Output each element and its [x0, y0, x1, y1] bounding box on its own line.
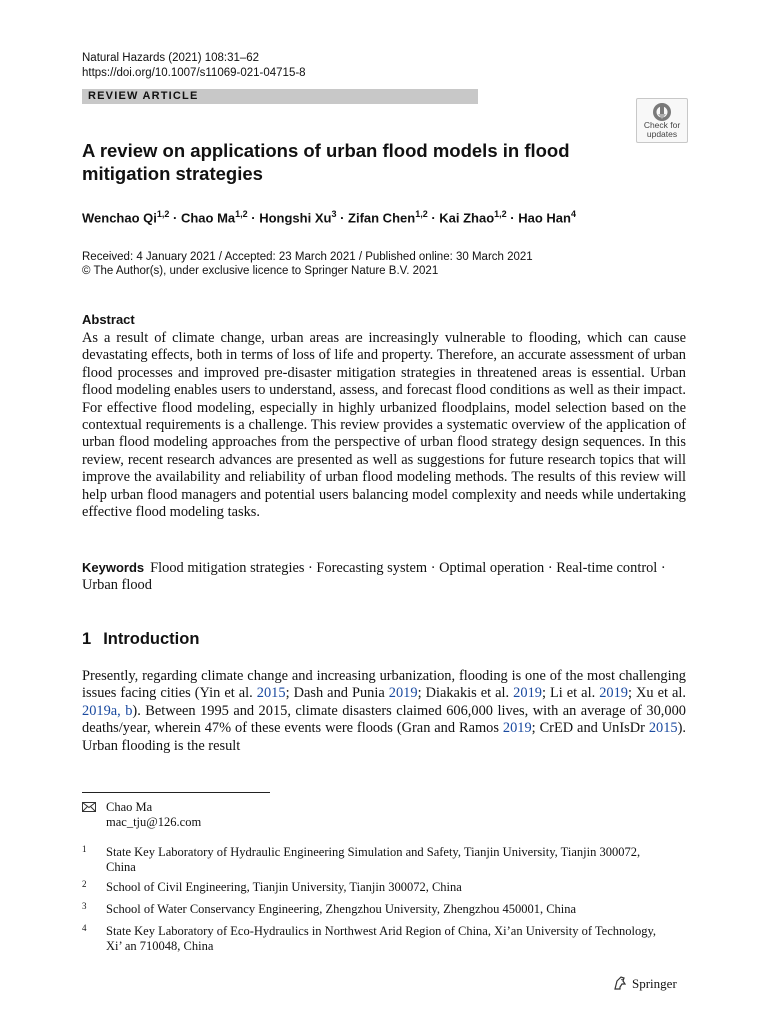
keywords-label: Keywords	[82, 560, 145, 575]
springer-horse-icon	[612, 975, 628, 991]
section-heading-introduction	[82, 630, 199, 649]
citation-link[interactable]: 2015	[256, 685, 286, 702]
keywords-text: Flood mitigation strategies · Forecasting system · Optimal operation · Real-time control · Urban flood	[82, 560, 666, 594]
affiliation-number: 4	[82, 923, 87, 933]
abstract-text: As a result of climate change, urban areas are increasingly vulnerable to flooding, which can cause devastating effects, both in terms of loss of life and property. Therefore, an accurate assessment of urban flood processes and improved pre-disaster mitigation strategies in threatened areas is essential. Urban flood modeling enables users to understand, assess, and forecast flood conditions as well as their impact. For effective flood modeling, especially in highly urbanized floodplains, model selection based on the contextual requirements is a challenge. This review provides a systematic overview of the application of urban flood modeling approaches from the perspective of urban flood strategy design sequences. In this review, recent research advances are presented as well as suggestions for future research topics that will improve the availability and reliability of urban flood modeling methods. The results of this review will help urban flood managers and potential users balancing model complexity and needs while undertaking effective flood modeling tasks.	[82, 330, 686, 521]
check-updates-icon	[649, 102, 675, 122]
author-name[interactable]: Kai Zhao	[439, 210, 495, 226]
affiliation-text: School of Water Conservancy Engineering, Zhengzhou University, Zhengzhou 450001, China	[106, 902, 577, 916]
article-title: A review on applications of urban flood models in flood mitigation strategies	[82, 140, 570, 184]
author-affiliation: 1,2	[235, 209, 248, 219]
author-name[interactable]: Hao Han	[518, 210, 571, 226]
doi-link[interactable]: https://doi.org/10.1007/s11069-021-04715-8	[82, 67, 306, 79]
author-affiliation: 3	[331, 209, 337, 219]
affiliation-text: State Key Laboratory of Eco-Hydraulics in Northwest Arid Region of China, Xi’an University of Technology, Xi’ an 710048, China	[106, 924, 657, 953]
section-title: Introduction	[103, 630, 200, 648]
author-name[interactable]: Chao Ma	[180, 210, 236, 226]
citation-link[interactable]: 2019a, b	[82, 702, 133, 719]
author-list: Wenchao Qi$^{1,2}$ · Chao Ma$^{1,2}$ · Hongshi $Xu^3$ · Zifan Chen$^{1,2}$ · Kai Zhao$^{1,2}$ · Hao Han$^4$	[82, 209, 576, 226]
affiliation-text: School of Civil Engineering, Tianjin University, Tianjin 300072, China	[106, 880, 462, 894]
citation-link[interactable]: 2019	[388, 685, 418, 702]
author-name[interactable]: Wenchao Qi	[82, 210, 157, 226]
article-type-bar	[82, 89, 478, 104]
corresponding-author-name: Chao Ma	[106, 800, 153, 814]
affiliation-number: 1	[82, 844, 87, 854]
citation-link[interactable]: 2019	[599, 685, 628, 702]
affiliation-text: State Key Laboratory of Hydraulic Engineering Simulation and Safety, Tianjin University, Tianjin 300072, China	[106, 845, 641, 874]
introduction-paragraph: Presently, regarding climate change and increasing urbanization, flooding is one of the most challenging issues facing cities (Yin et al. 2015; Dash and Punia 2019; Diakakis et al. 2019; Li et al. 2019; Xu et al. 2019a, b). Between 1995 and 2015, climate disasters claimed 606,000 lives, with an average of 30,000 deaths/year, wherein 47% of these events were floods (Gran and Ramos 2019; CrED and UnIsDr 2015). Urban flooding is the result	[82, 668, 686, 754]
citation-link[interactable]: 2015	[648, 720, 678, 737]
footnote-divider	[82, 792, 270, 793]
keywords	[82, 559, 686, 595]
journal-citation	[82, 51, 306, 81]
check-for-updates-badge[interactable]	[636, 98, 688, 143]
journal-line: Natural Hazards (2021) 108:31–62	[82, 52, 260, 64]
affiliation-number: 3	[82, 901, 87, 911]
envelope-icon	[82, 802, 96, 812]
affiliation-number: 2	[82, 879, 87, 889]
citation-link[interactable]: 2019	[513, 685, 542, 702]
citation-link[interactable]: 2019	[502, 720, 532, 737]
publisher-name: Springer	[632, 976, 677, 991]
author-affiliation: 1,2	[494, 209, 507, 219]
corresponding-author-email[interactable]: mac_tju@126.com	[106, 815, 202, 829]
author-affiliation: 4	[570, 209, 576, 219]
abstract-heading: Abstract	[82, 312, 135, 327]
author-affiliation: 1,2	[415, 209, 428, 219]
check-updates-text: Check for updates	[643, 120, 681, 139]
author-affiliation: 1,2	[156, 209, 170, 219]
article-type-label: REVIEW ARTICLE	[88, 90, 199, 102]
publisher-logo	[612, 975, 677, 992]
author-name[interactable]: Zifan Chen	[348, 210, 416, 226]
section-number: 1	[82, 630, 92, 648]
author-name[interactable]: Hongshi Xu	[259, 210, 332, 226]
copyright-line: © The Author(s), under exclusive licence to Springer Nature B.V. 2021	[82, 265, 439, 277]
history-dates: Received: 4 January 2021 / Accepted: 23 March 2021 / Published online: 30 March 2021	[82, 251, 533, 263]
publication-dates	[82, 250, 533, 278]
